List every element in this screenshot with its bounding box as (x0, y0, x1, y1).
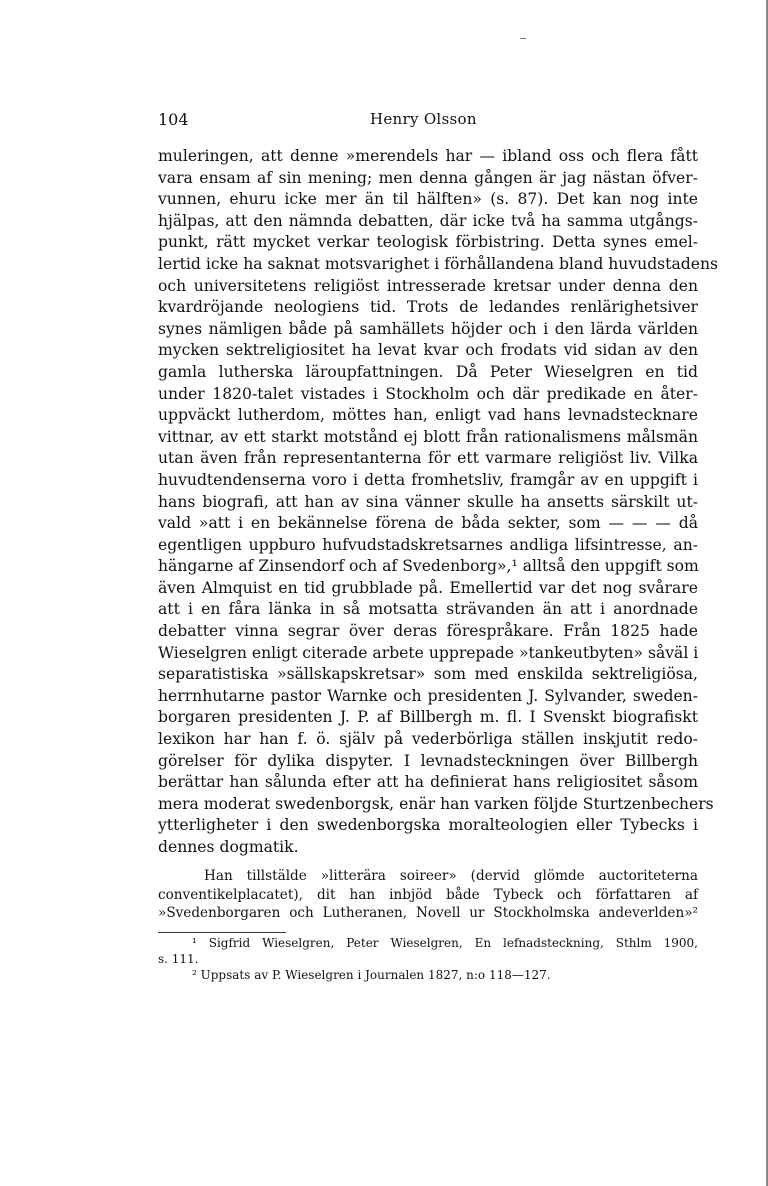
text-line: görelser för dylika dispyter. I levnadsteckningen över Billbergh (158, 751, 698, 770)
text-line: ytterligheter i den swedenborgska moralteologien eller Tybecks i (158, 816, 698, 835)
footnote-2: ² Uppsats av P. Wieselgren i Journalen 1827, n:o 118—127. (192, 968, 551, 982)
text-line: mera moderat swedenborgsk, enär han varken följde Sturtzenbechers (158, 794, 714, 813)
footnote-1: ¹ Sigfrid Wieselgren, Peter Wieselgren, En lefnadsteckning, Sthlm 1900, (192, 936, 698, 950)
text-line: borgaren presidenten J. P. af Billbergh m. fl. I Svenskt biografiskt (158, 708, 698, 727)
text-line: utan även från representanterna för ett varmare religiöst liv. Vilka (158, 449, 698, 468)
text-line: vald »att i en bekännelse förena de båda sekter, som — — — då (158, 514, 698, 533)
text-line: berättar han sålunda efter att ha definierat hans religiositet såsom (158, 773, 698, 792)
text-line: vara ensam af sin mening; men denna gången är jag nästan öfver- (158, 168, 698, 187)
text-line: muleringen, att denne »merendels har — ibland oss och flera fått (158, 147, 698, 165)
text-line: gamla lutherska läroupfattningen. Då Peter Wieselgren en tid (158, 362, 698, 381)
text-line: att i en fåra länka in så motsatta strävanden än att i anordnade (158, 600, 698, 619)
text-line: under 1820-talet vistades i Stockholm och där predikade en åter- (158, 384, 698, 403)
text-line: synes nämligen både på samhällets höjder och i den lärda världen (158, 319, 698, 338)
text-line: punkt, rätt mycket verkar teologisk förbistring. Detta synes emel- (158, 233, 698, 252)
text-line: lertid icke ha saknat motsvarighet i förhållandena bland huvudstadens (158, 254, 719, 273)
footnote-1-continuation: s. 111. (158, 952, 199, 966)
text-line: hjälpas, att den nämnda debatten, där icke två ha samma utgångs- (158, 211, 698, 230)
text-line: uppväckt lutherdom, möttes han, enligt vad hans levnadstecknare (158, 406, 698, 425)
text-line: dennes dogmatik. (158, 838, 299, 856)
text-line: mycken sektreligiositet ha levat kvar och frodats vid sidan av den (158, 341, 698, 360)
text-line: egentligen uppburo hufvudstadskretsarnes andliga lifsintresse, an- (158, 535, 698, 554)
text-line: och universitetens religiöst intresserade kretsar under denna den (158, 276, 698, 295)
text-line: kvardröjande neologiens tid. Trots de ledandes renlärighetsiver (158, 298, 698, 317)
text-line: hans biografi, att han av sina vänner skulle ha ansetts särskilt ut- (158, 492, 698, 511)
footnotes (158, 935, 698, 983)
text-line: Han tillstälde »litterära soireer» (dervid glömde auctoriteterna (204, 868, 698, 884)
text-line: conventikelplacatet), dit han inbjöd både Tybeck och författaren af (158, 886, 698, 903)
text-line: hängarne af Zinsendorf och af Svedenborg»,¹ alltså den uppgift som (158, 557, 699, 576)
text-line: herrnhutarne pastor Warnke och presidenten J. Sylvander, sweden- (158, 686, 698, 705)
text-line: »Svedenborgaren och Lutheranen, Novell ur Stockholmska andeverlden»² (158, 905, 698, 922)
text-line: debatter vinna segrar över deras förespråkare. Från 1825 hade (158, 622, 698, 641)
text-line: Wieselgren enligt citerade arbete upprepade »tankeutbyten» såväl i (158, 643, 699, 662)
text-line: vunnen, ehuru icke mer än til hälften» (s. 87). Det kan nog inte (158, 190, 698, 209)
running-head: Henry Olsson (370, 110, 477, 128)
text-line: separatistiska »sällskapskretsar» som med enskilda sektreligiösa, (158, 665, 698, 684)
text-line: även Almquist en tid grubblade på. Emellertid var det nog svårare (158, 578, 698, 597)
scan-mark (520, 38, 526, 39)
paragraph-1 (158, 146, 719, 859)
text-line: huvudtendenserna voro i detta fromhetsliv, framgår av en uppgift i (158, 470, 698, 489)
footnote-divider (158, 932, 286, 933)
text-line: vittnar, av ett starkt motstånd ej blott från rationalismens målsmän (158, 427, 698, 446)
quoted-paragraph (158, 867, 698, 923)
page-number: 104 (158, 110, 189, 129)
text-line: lexikon har han f. ö. själv på vederbörliga ställen inskjutit redo- (158, 730, 698, 749)
